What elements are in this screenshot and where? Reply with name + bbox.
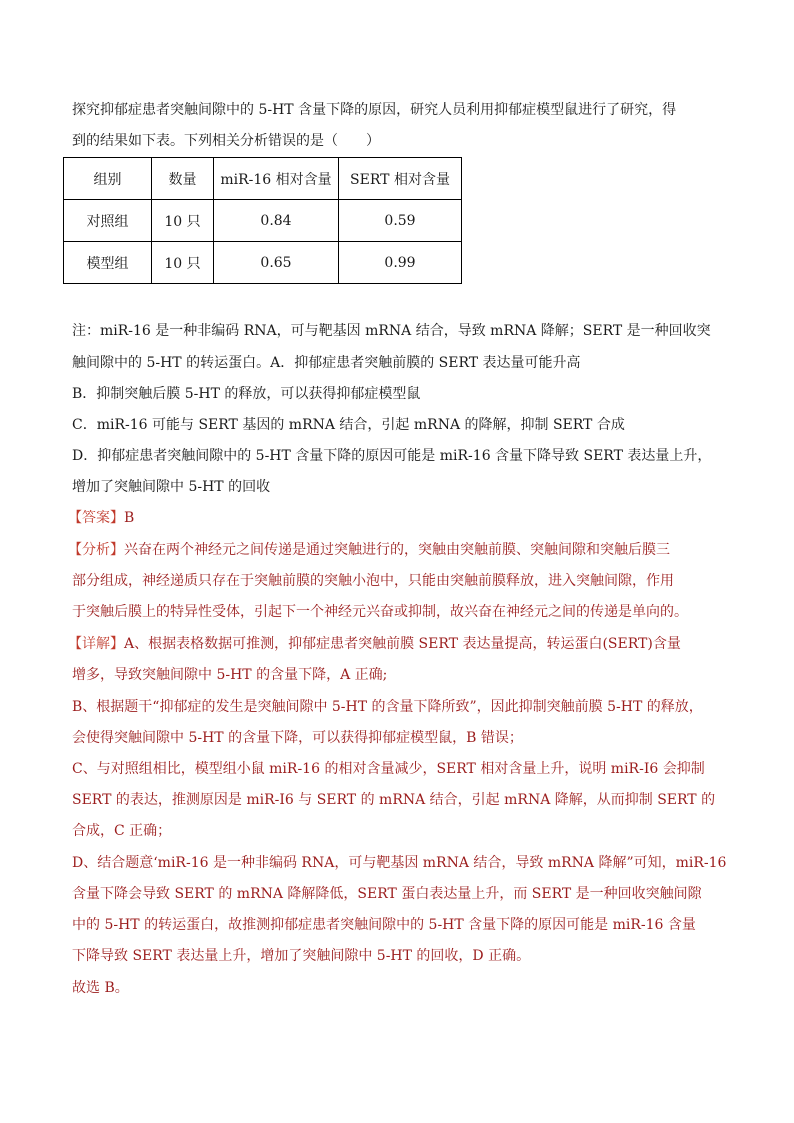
answer-tag: 【答案】 bbox=[68, 510, 124, 526]
detail-line-11: 下降导致 SERT 表达量上升，增加了突触间隙中 5-HT 的回收，D 正确。 bbox=[72, 948, 531, 964]
answer-value: B bbox=[124, 510, 135, 526]
answer-line bbox=[68, 508, 134, 528]
conclusion: 故选 B。 bbox=[72, 980, 129, 996]
detail-line-3: B、根据题干“抑郁症的发生是突触间隙中 5-HT 的含量下降所致”，因此抑制突触前膜 5-HT 的释放， bbox=[72, 699, 703, 715]
detail-line-10: 中的 5-HT 的转运蛋白，故推测抑郁症患者突触间隙中的 5-HT 含量下降的原因可能是 miR-16 含量 bbox=[72, 917, 696, 933]
header-sert: SERT 相对含量 bbox=[339, 158, 462, 200]
detail-text: A、根据表格数据可推测，抑郁症患者突触前膜 SERT 表达量提高，转运蛋白(SERT)含量 bbox=[124, 636, 681, 652]
table-cell: 10 只 bbox=[152, 242, 214, 284]
table-cell: 对照组 bbox=[64, 200, 152, 242]
analysis-line-3: 于突触后膜上的特异性受体，引起下一个神经元兴奋或抑制，故兴奋在神经元之间的传递是单向的。 bbox=[72, 604, 688, 620]
detail-tag: 【详解】 bbox=[68, 636, 124, 652]
analysis-tag: 【分析】 bbox=[68, 542, 124, 558]
header-mir16: miR-16 相对含量 bbox=[214, 158, 339, 200]
detail-line-1 bbox=[68, 634, 681, 654]
header-count: 数量 bbox=[152, 158, 214, 200]
option-c: C．miR-16 可能与 SERT 基因的 mRNA 结合，引起 mRNA 的降解，抑制 SERT 合成 bbox=[72, 417, 625, 433]
note-line-2: 触间隙中的 5-HT 的转运蛋白。A．抑郁症患者突触前膜的 SERT 表达量可能升高 bbox=[72, 355, 581, 371]
analysis-line-2: 部分组成，神经递质只存在于突触前膜的突触小泡中，只能由突触前膜释放，进入突触间隙，作用 bbox=[72, 573, 674, 589]
question-intro-line-2: 到的结果如下表。下列相关分析错误的是（ ） bbox=[72, 133, 380, 149]
table-cell: 0.59 bbox=[339, 200, 462, 242]
header-group: 组别 bbox=[64, 158, 152, 200]
analysis-text: 兴奋在两个神经元之间传递是通过突触进行的，突触由突触前膜、突触间隙和突触后膜三 bbox=[124, 542, 670, 558]
option-d-line-1: D．抑郁症患者突触间隙中的 5-HT 含量下降的原因可能是 miR-16 含量下降导致 SERT 表达量上升， bbox=[72, 448, 712, 464]
table-cell: 0.84 bbox=[214, 200, 339, 242]
detail-line-8: D、结合题意‘miR-16 是一种非编码 RNA，可与靶基因 mRNA 结合，导致 mRNA 降解”可知，miR-16 bbox=[72, 855, 727, 871]
table-cell: 0.99 bbox=[339, 242, 462, 284]
detail-line-4: 会使得突触间隙中 5-HT 的含量下降，可以获得抑郁症模型鼠，B 错误； bbox=[72, 730, 523, 746]
table-header-row bbox=[64, 158, 462, 200]
option-b: B．抑制突触后膜 5-HT 的释放，可以获得抑郁症模型鼠 bbox=[72, 386, 421, 402]
detail-line-7: 合成，C 正确； bbox=[72, 823, 172, 839]
table-row bbox=[64, 242, 462, 284]
detail-line-6: SERT 的表达，推测原因是 miR-I6 与 SERT 的 mRNA 结合，引起 mRNA 降解，从而抑制 SERT 的 bbox=[72, 792, 716, 808]
table-cell: 0.65 bbox=[214, 242, 339, 284]
detail-line-9: 含量下降会导致 SERT 的 mRNA 降解降低，SERT 蛋白表达量上升，而 SERT 是一种回收突触间隙 bbox=[72, 886, 702, 902]
table-cell: 模型组 bbox=[64, 242, 152, 284]
question-intro-line-1: 探究抑郁症患者突触间隙中的 5-HT 含量下降的原因，研究人员利用抑郁症模型鼠进行了研究，得 bbox=[72, 102, 677, 118]
results-table bbox=[63, 157, 462, 284]
table-row bbox=[64, 200, 462, 242]
table-cell: 10 只 bbox=[152, 200, 214, 242]
note-line-1: 注：miR-16 是一种非编码 RNA，可与靶基因 mRNA 结合，导致 mRNA 降解；SERT 是一种回收突 bbox=[72, 323, 711, 339]
analysis-line-1 bbox=[68, 540, 670, 560]
detail-line-5: C、与对照组相比，模型组小鼠 miR-16 的相对含量减少，SERT 相对含量上升，说明 miR-I6 会抑制 bbox=[72, 761, 705, 777]
option-d-line-2: 增加了突触间隙中 5-HT 的回收 bbox=[72, 479, 271, 495]
detail-line-2: 增多，导致突触间隙中 5-HT 的含量下降，A 正确; bbox=[72, 667, 388, 683]
